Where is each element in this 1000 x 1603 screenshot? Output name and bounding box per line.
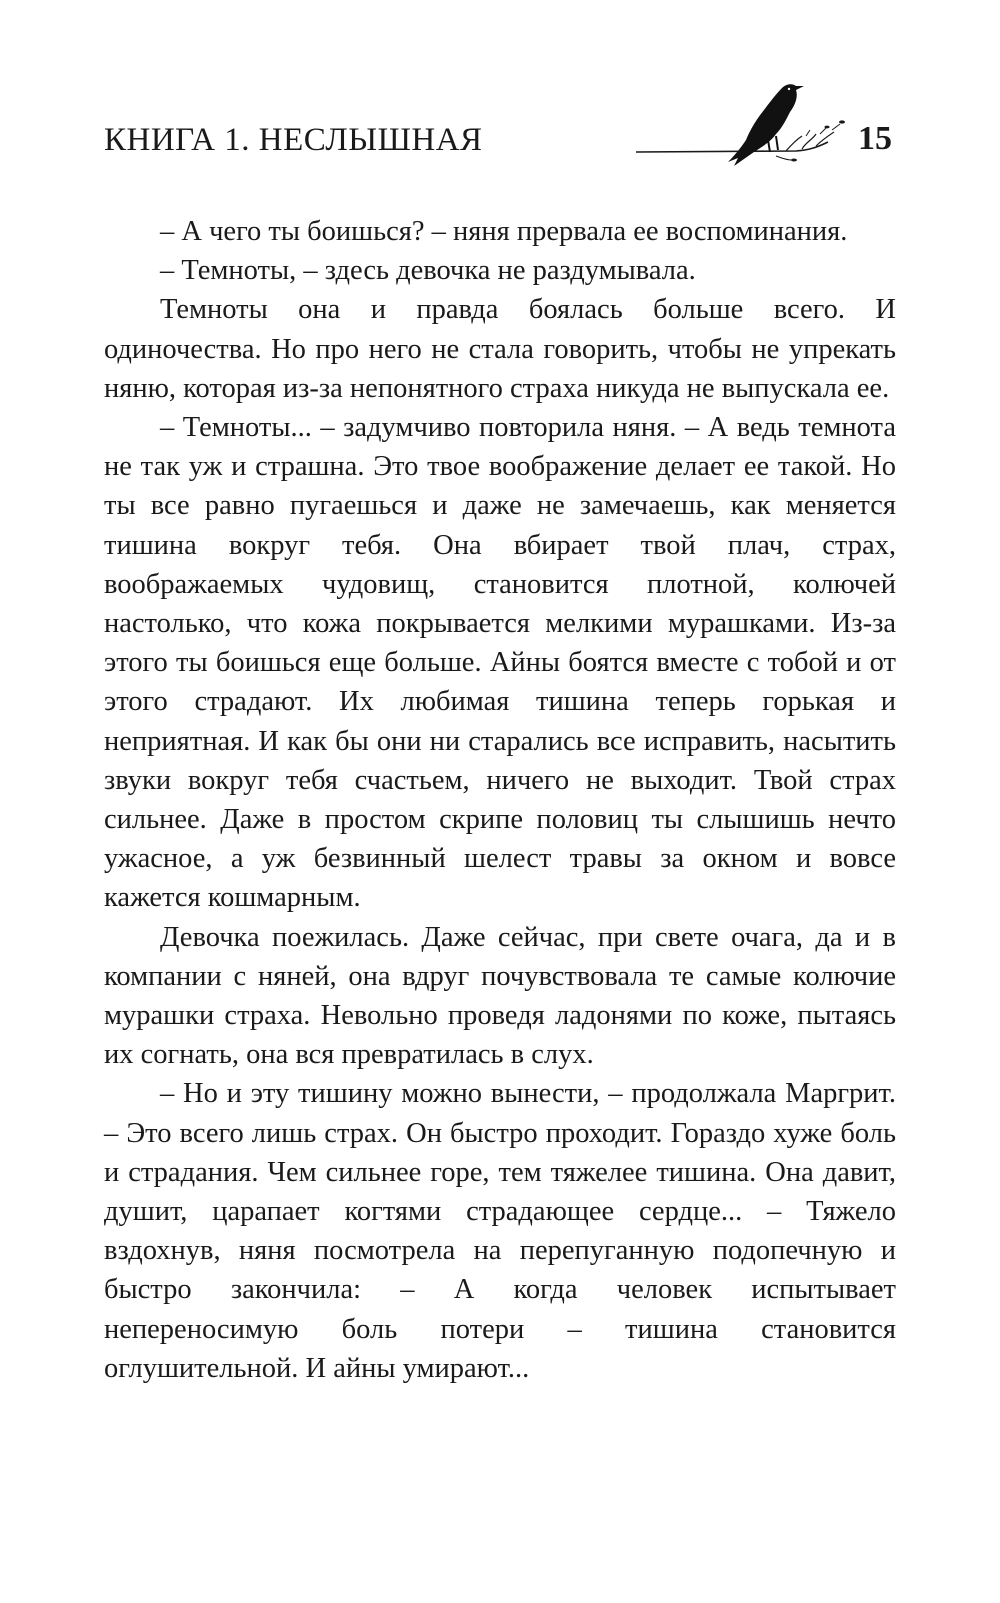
body-text: [104, 212, 896, 1388]
running-title: КНИГА 1. НЕСЛЫШНАЯ: [104, 122, 483, 158]
page-header: [104, 112, 896, 192]
paragraph-6: – Но и эту тишину можно вынести, – продолжала Маргрит. – Это всего лишь страх. Он быстро проходит. Гораздо хуже боль и страдания. Чем сильнее горе, тем тяжелее тишина. Она давит, душит, царапает когтями страдающее сердце... – Тяжело вздохнув, няня посмотрела на перепуганную подопечную и быстро закончила: – А когда человек испытывает непереносимую боль потери – тишина становится оглушительной. И айны умирают...: [104, 1078, 896, 1384]
paragraph-4: – Темноты... – задумчиво повторила няня. – А ведь темнота не так уж и страшна. Это твое воображение делает ее такой. Но ты все равно пугаешься и даже не замечаешь, как меняется тишина вокруг тебя. Она вбирает твой плач, страх, воображаемых чудовищ, становится плотной, колючей настолько, что кожа покрывается мелкими мурашками. Из-за этого ты боишься еще больше. Айны боятся вместе с тобой и от этого страдают. Их любимая тишина теперь горькая и неприятная. И как бы они ни старались все исправить, насытить звуки вокруг тебя счастьем, ничего не выходит. Твой страх сильнее. Даже в простом скрипе половиц ты слышишь нечто ужасное, а уж безвинный шелест травы за окном и вовсе кажется кошмарным.: [104, 412, 896, 914]
paragraph-5: Девочка поежилась. Даже сейчас, при свете очага, да и в компании с няней, она вдруг почувствовала те самые колючие мурашки страха. Невольно проведя ладонями по коже, пытаясь их согнать, она вся превратилась в слух.: [104, 921, 896, 1071]
paragraph-3: Темноты она и правда боялась больше всего. И одиночества. Но про него не стала говорить, чтобы не упрекать няню, которая из-за непонятного страха никуда не выпускала ее.: [104, 294, 896, 404]
paragraph-1: – А чего ты боишься? – няня прервала ее воспоминания.: [160, 216, 848, 247]
paragraph-2: – Темноты, – здесь девочка не раздумывала.: [160, 255, 696, 287]
page-number: 15: [858, 120, 892, 157]
raven-on-branch-icon: [636, 70, 856, 170]
